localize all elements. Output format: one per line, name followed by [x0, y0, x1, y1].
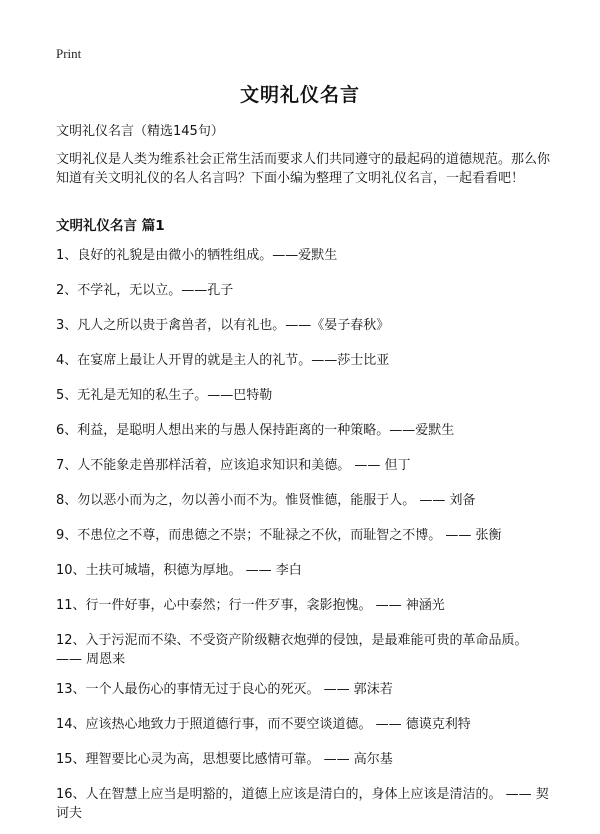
quote-item: 13、一个人最伤心的事情无过于良心的死灭。 —— 郭沫若 — [56, 682, 393, 697]
quote-item: 6、利益，是聪明人想出来的与愚人保持距离的一种策略。——爱默生 — [56, 423, 455, 438]
quote-item: 4、在宴席上最让人开胃的就是主人的礼节。——莎士比亚 — [56, 353, 390, 368]
quote-item: 10、土扶可城墙，积德为厚地。 —— 李白 — [56, 563, 302, 578]
quote-item: 2、不学礼，无以立。——孔子 — [56, 283, 234, 298]
quote-item: 8、勿以恶小而为之，勿以善小而不为。惟贤惟德，能服于人。 —— 刘备 — [56, 493, 476, 508]
page-title: 文明礼仪名言 — [239, 84, 360, 106]
article-subtitle: 文明礼仪名言（精选145句） — [56, 124, 224, 139]
quote-item: 11、行一件好事，心中泰然；行一件歹事，衾影抱愧。 —— 神涵光 — [56, 598, 445, 613]
print-link[interactable]: Print — [56, 46, 82, 61]
quote-item: 3、凡人之所以贵于禽兽者，以有礼也。——《晏子春秋》 — [56, 318, 390, 333]
quote-item: 5、无礼是无知的私生子。——巴特勒 — [56, 388, 273, 403]
quote-item: 12、入于污泥而不染、不受资产阶级糖衣炮弹的侵蚀，是最难能可贵的革命品质。 —— 周恩来 — [56, 633, 528, 667]
quote-item: 9、不患位之不尊，而患德之不崇；不耻禄之不伙，而耻智之不博。 —— 张衡 — [56, 528, 502, 543]
quote-item: 16、人在智慧上应当是明豁的，道德上应该是清白的，身体上应该是清洁的。 —— 契诃夫 — [56, 787, 549, 821]
quote-item: 1、良好的礼貌是由微小的牺牲组成。——爱默生 — [56, 248, 338, 263]
quote-item: 15、理智要比心灵为高，思想要比感情可靠。 —— 高尔基 — [56, 752, 393, 767]
intro-paragraph: 文明礼仪是人类为维系社会正常生活而要求人们共同遵守的最起码的道德规范。那么你知道有关文明礼仪的名人名言吗？下面小编为整理了文明礼仪名言，一起看看吧！ — [56, 152, 551, 186]
section-title: 文明礼仪名言 篇1 — [56, 218, 165, 234]
quote-list — [56, 246, 556, 834]
quote-item: 14、应该热心地致力于照道德行事，而不要空谈道德。 —— 德谟克利特 — [56, 717, 471, 732]
quote-item: 7、人不能象走兽那样活着，应该追求知识和美德。 —— 但丁 — [56, 458, 411, 473]
